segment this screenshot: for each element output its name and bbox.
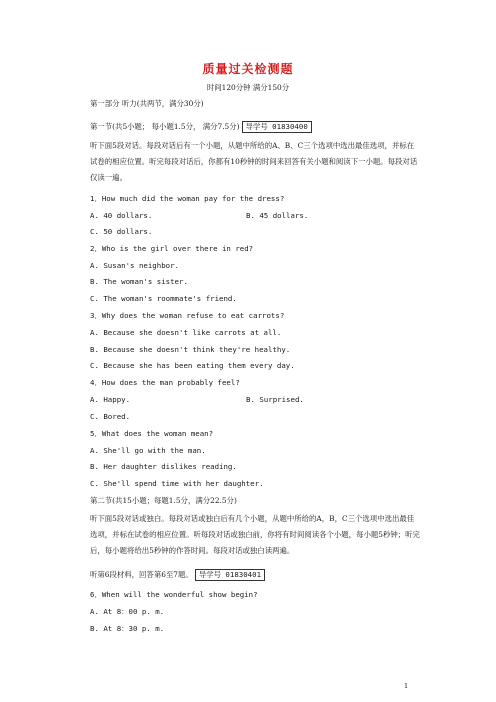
q5-option-a: A. She'll go with the man. [90, 446, 206, 455]
exam-meta: 时间120分钟 满分150分 [206, 83, 290, 92]
q4-option-b: B. Surprised. [246, 395, 304, 404]
q3-option-b: B. Because she doesn't think they're healthy. [90, 345, 291, 354]
section1-tag: 导学号 01830400 [242, 121, 312, 133]
q3-option-c: C. Because she has been eating them every day. [90, 361, 295, 370]
section2-heading: 第二节(共15小题；每题1.5分，满分22.5分) [90, 496, 237, 505]
q5-stem: 5．What does the woman mean? [90, 429, 214, 438]
q5-option-b: B. Her daughter dislikes reading. [90, 462, 237, 471]
q5-option-c: C. She'll spend time with her daughter. [90, 479, 264, 488]
q2-stem: 2．Who is the girl over there in red? [90, 244, 254, 253]
q1-stem: 1．How much did the woman pay for the dress? [90, 194, 285, 203]
q4-option-a: A. Happy. [90, 395, 131, 404]
section2-material-row [90, 569, 265, 581]
q2-option-b: B. The woman's sister. [90, 277, 188, 286]
q4-option-c: C. Bored. [90, 412, 131, 421]
q4-stem: 4．How does the man probably feel? [90, 378, 240, 387]
q3-stem: 3．Why does the woman refuse to eat carrots? [90, 311, 285, 320]
section2-material: 听第6段材料，回答第6至7题。 [90, 570, 193, 579]
page-number: 1 [404, 682, 409, 690]
q3-option-a: A. Because she doesn't like carrots at all. [90, 328, 282, 337]
q2-option-c: C. The woman's roommate's friend. [90, 294, 237, 303]
q6-stem: 6．When will the wonderful show begin? [90, 590, 258, 599]
q6-option-b: B. At 8：30 p. m. [90, 624, 165, 633]
page-title: 质量过关检测题 [202, 62, 294, 76]
q1-option-c: C. 50 dollars. [90, 227, 153, 236]
part-heading: 第一部分 听力(共两节，满分30分) [90, 99, 204, 108]
section1-instructions: 听下面5段对话。每段对话后有一个小题，从题中所给的A、B、C三个选项中选出最佳选项，并标在试卷的相应位置。听完每段对话后，你都有10秒钟的时间来回答有关小题和阅读下一小题。每段对话仅读一遍。 [90, 141, 418, 182]
q1-option-b: B. 45 dollars. [246, 211, 309, 220]
q6-option-a: A. At 8：00 p. m. [90, 607, 165, 616]
section1-heading: 第一节(共5小题； 每小题1.5分， 满分7.5分) [90, 122, 240, 131]
section1-heading-row [90, 121, 312, 133]
section2-instructions: 听下面5段对话或独白。每段对话或独白后有几个小题，从题中所给的A，B，C三个选项中选出最佳选项，并标在试卷的相应位置。听每段对话或独白前，你将有时间阅读各个小题，每小题5秒钟；听完后，每小题将给出5秒钟的作答时间。每段对话或独白读两遍。 [90, 514, 420, 555]
q1-option-a: A. 40 dollars. [90, 211, 153, 220]
q2-option-a: A. Susan's neighbor. [90, 261, 179, 270]
section2-tag: 导学号 01830401 [195, 569, 265, 581]
